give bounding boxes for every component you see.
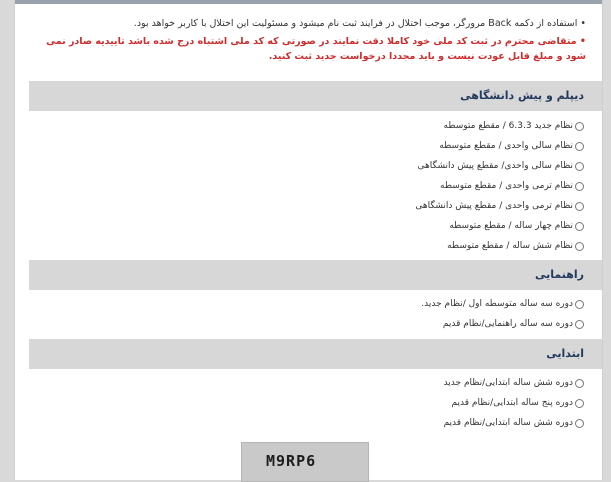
radio-option-guidance-1[interactable] [421, 299, 584, 309]
radio-button[interactable] [575, 182, 584, 191]
option-label: نظام جدید 6.3.3 / مقطع متوسطه [443, 121, 573, 131]
radio-button[interactable] [575, 399, 584, 408]
section-title-guidance: راهنمایی [535, 268, 584, 281]
radio-button[interactable] [575, 320, 584, 329]
note-national-code-warning: • متقاضی محترم در ثبت کد ملی خود کاملا دقت نمایند در صورتی که کد ملی اشتباه درج شده باشد تاییدیه صادر نمی شود و مبلغ قابل عودت نیست و باید مجددا درخواست جدید ثبت کنید. [46, 36, 586, 62]
radio-option-primary-1[interactable] [444, 378, 584, 388]
option-label: دوره سه ساله راهنمایی/نظام قدیم [442, 319, 573, 329]
option-label: نظام ترمی واحدی / مقطع متوسطه [440, 181, 573, 191]
captcha-image [241, 442, 369, 482]
radio-button[interactable] [575, 300, 584, 309]
registration-panel [14, 0, 603, 480]
radio-button[interactable] [575, 162, 584, 171]
radio-option-diploma-1[interactable] [444, 121, 584, 131]
top-border [15, 0, 602, 4]
radio-button[interactable] [575, 222, 584, 231]
radio-option-diploma-2[interactable] [439, 141, 584, 151]
radio-option-diploma-6[interactable] [449, 221, 584, 231]
radio-option-guidance-2[interactable] [443, 319, 584, 329]
captcha-text: M9RP6 [266, 452, 317, 470]
section-title-diploma: دیپلم و پیش دانشگاهی [460, 89, 584, 102]
radio-option-diploma-5[interactable] [415, 201, 584, 211]
option-label: دوره شش ساله ابتدایی/نظام قدیم [443, 418, 573, 428]
radio-button[interactable] [575, 202, 584, 211]
radio-button[interactable] [575, 379, 584, 388]
section-title-primary: ابتدایی [546, 347, 584, 360]
option-label: دوره سه ساله متوسطه اول /نظام جدید. [421, 299, 573, 309]
radio-option-diploma-4[interactable] [440, 181, 584, 191]
option-label: نظام سالی واحدی/ مقطع پیش دانشگاهی [417, 161, 573, 171]
option-label: نظام شش ساله / مقطع متوسطه [447, 241, 573, 251]
radio-button[interactable] [575, 142, 584, 151]
note-back-button: • استفاده از دکمه Back مرورگر، موجب اختلال در فرایند ثبت نام میشود و مسئولیت این اختلال با کاربر خواهد بود. [133, 18, 586, 29]
radio-button[interactable] [575, 242, 584, 251]
option-label: نظام سالی واحدی / مقطع متوسطه [439, 141, 573, 151]
section-header-primary [29, 339, 602, 369]
option-label: نظام ترمی واحدی / مقطع پیش دانشگاهی [415, 201, 573, 211]
radio-option-primary-3[interactable] [444, 418, 584, 428]
section-header-diploma [29, 81, 602, 111]
radio-option-primary-2[interactable] [452, 398, 584, 408]
radio-button[interactable] [575, 419, 584, 428]
notes-block [29, 16, 586, 67]
section-header-guidance [29, 260, 602, 290]
option-label: دوره شش ساله ابتدایی/نظام جدید [443, 378, 573, 388]
option-label: دوره پنج ساله ابتدایی/نظام قدیم [451, 398, 573, 408]
radio-option-diploma-3[interactable] [418, 161, 585, 171]
radio-option-diploma-7[interactable] [447, 241, 584, 251]
option-label: نظام چهار ساله / مقطع متوسطه [449, 221, 573, 231]
radio-button[interactable] [575, 122, 584, 131]
